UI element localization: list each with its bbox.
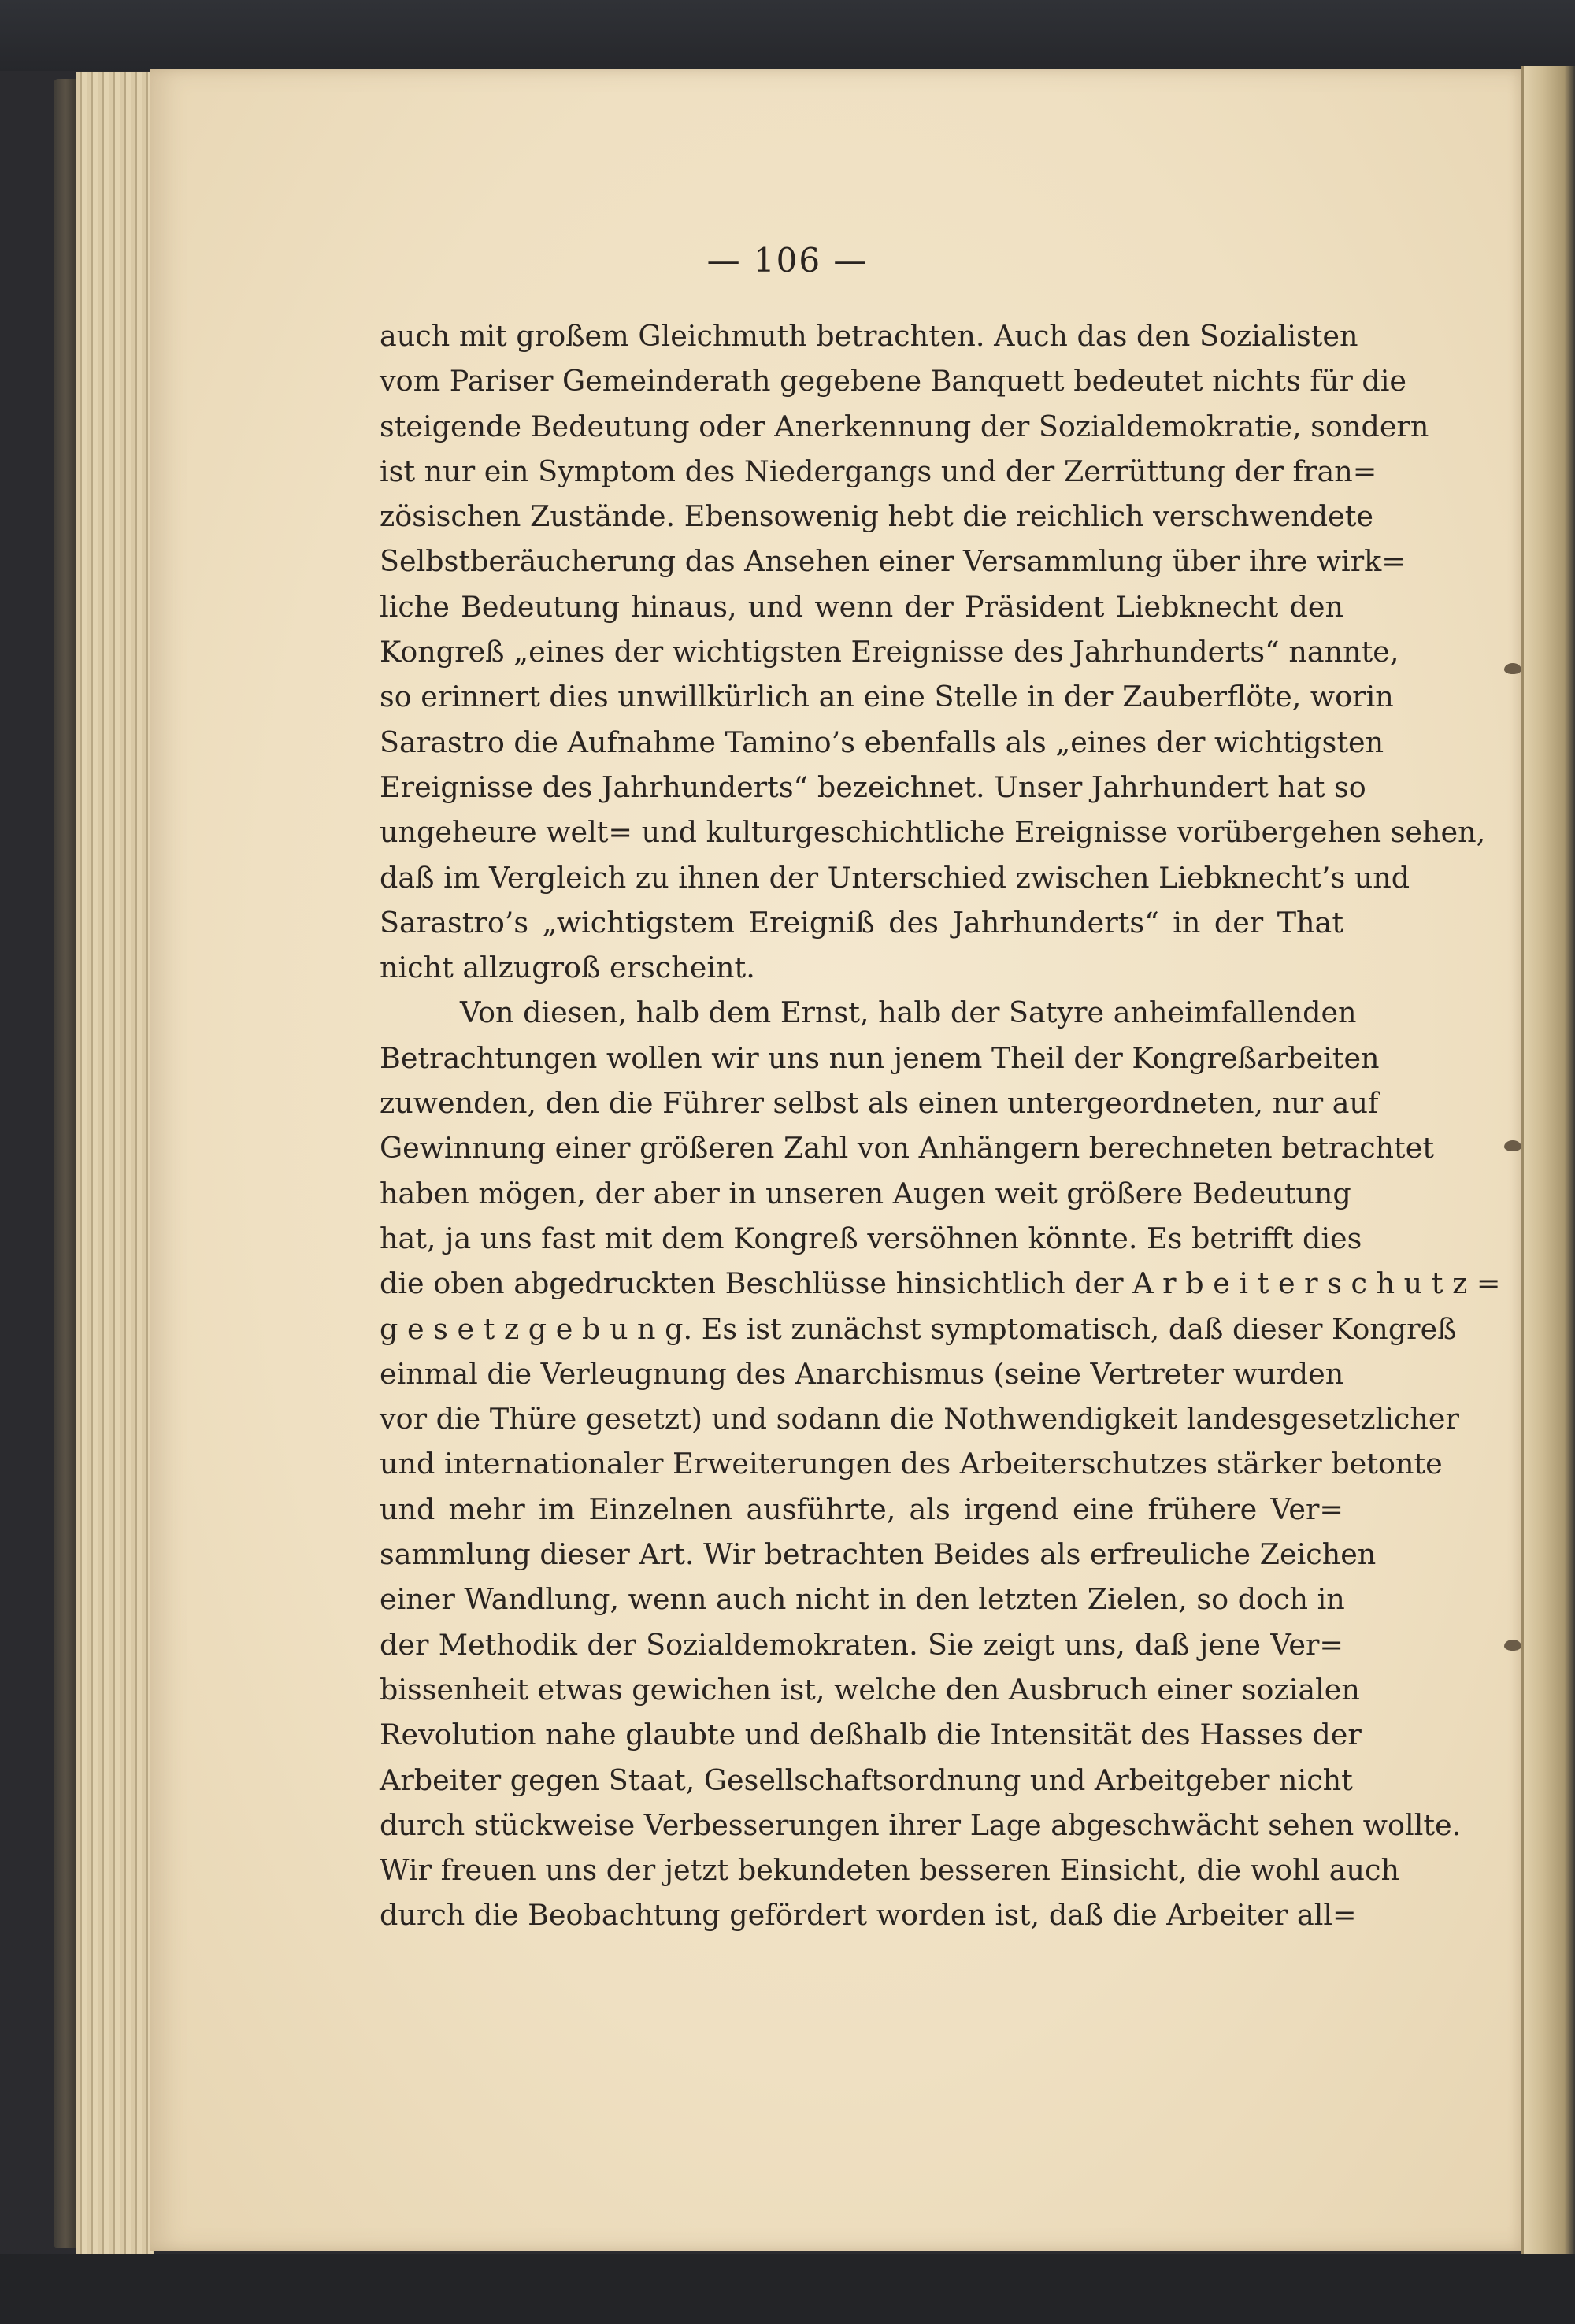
text-line: Ereignisse des Jahrhunderts“ bezeichnet. Unser Jahrhundert hat so <box>380 769 1366 804</box>
text-line: einmal die Verleugnung des Anarchismus (seine Vertreter wurden <box>380 1356 1344 1391</box>
text-line: liche Bedeutung hinaus, und wenn der Präsident Liebknecht den <box>380 589 1343 624</box>
scan-background-bottom <box>0 2254 1575 2324</box>
text-line: vom Pariser Gemeinderath gegebene Banquett bedeutet nichts für die <box>380 364 1407 398</box>
text-line: Betrachtungen wollen wir uns nun jenem Theil der Kongreßarbeiten <box>380 1040 1380 1075</box>
text-line: einer Wandlung, wenn auch nicht in den letzten Zielen, so doch in <box>380 1582 1345 1617</box>
text-line: bissenheit etwas gewichen ist, welche den Ausbruch einer sozialen <box>380 1672 1360 1707</box>
text-line: zösischen Zustände. Ebensowenig hebt die reichlich verschwendete <box>380 499 1374 534</box>
text-line: sammlung dieser Art. Wir betrachten Beides als erfreuliche Zeichen <box>380 1537 1377 1572</box>
text-line: nicht allzugroß erscheint. <box>380 951 755 985</box>
text-line: und mehr im Einzelnen ausführte, als irgend eine frühere Ver= <box>380 1492 1343 1526</box>
scan-background-top <box>0 0 1575 71</box>
body-text <box>380 313 1501 1938</box>
text-line: ungeheure welt= und kulturgeschichtliche Ereignisse vorübergehen sehen, <box>380 815 1486 850</box>
text-line: steigende Bedeutung oder Anerkennung der Sozialdemokratie, sondern <box>380 409 1429 443</box>
margin-mark <box>1504 1140 1521 1151</box>
text-line: Selbstberäucherung das Ansehen einer Versammlung über ihre wirk= <box>380 544 1406 579</box>
page-number: — 106 — <box>706 241 869 280</box>
text-line: Sarastro’s „wichtigstem Ereigniß des Jahrhunderts“ in der That <box>380 905 1343 940</box>
text-line: auch mit großem Gleichmuth betrachten. Auch das den Sozialisten <box>380 319 1358 353</box>
text-line: so erinnert dies unwillkürlich an eine Stelle in der Zauberflöte, worin <box>380 680 1394 714</box>
text-line: Arbeiter gegen Staat, Gesellschaftsordnung und Arbeitgeber nicht <box>380 1762 1353 1797</box>
text-line: g e s e t z g e b u n g. Es ist zunächst symptomatisch, daß dieser Kongreß <box>380 1311 1457 1346</box>
text-line: durch die Beobachtung gefördert worden ist, daß die Arbeiter all= <box>380 1898 1357 1933</box>
text-line: ist nur ein Symptom des Niedergangs und der Zerrüttung der fran= <box>380 454 1377 488</box>
text-line: zuwenden, den die Führer selbst als einen untergeordneten, nur auf <box>380 1086 1379 1121</box>
text-line: durch stückweise Verbesserungen ihrer Lage abgeschwächt sehen wollte. <box>380 1807 1462 1842</box>
text-line: Wir freuen uns der jetzt bekundeten besseren Einsicht, die wohl auch <box>380 1853 1399 1888</box>
text-line: Gewinnung einer größeren Zahl von Anhängern berechneten betrachtet <box>380 1131 1434 1166</box>
book-cover-edge <box>54 79 77 2248</box>
text-line: und internationaler Erweiterungen des Arbeiterschutzes stärker betonte <box>380 1447 1443 1481</box>
text-line: Von diesen, halb dem Ernst, halb der Satyre anheimfallenden <box>460 995 1357 1030</box>
facing-page-edge <box>1521 66 1575 2255</box>
text-line: Sarastro die Aufnahme Tamino’s ebenfalls als „eines der wichtigsten <box>380 725 1384 759</box>
text-line: Kongreß „eines der wichtigsten Ereignisse des Jahrhunderts“ nannte, <box>380 635 1399 669</box>
text-line: der Methodik der Sozialdemokraten. Sie zeigt uns, daß jene Ver= <box>380 1627 1343 1662</box>
text-line: die oben abgedruckten Beschlüsse hinsichtlich der A r b e i t e r s c h u t z = <box>380 1266 1501 1301</box>
text-line: daß im Vergleich zu ihnen der Unterschied zwischen Liebknecht’s und <box>380 860 1410 895</box>
page-gutter-line <box>1521 66 1524 2255</box>
text-line: haben mögen, der aber in unseren Augen weit größere Bedeutung <box>380 1176 1351 1210</box>
page-stack-edges <box>76 72 154 2254</box>
text-line: hat, ja uns fast mit dem Kongreß versöhnen könnte. Es betrifft dies <box>380 1221 1362 1255</box>
margin-mark <box>1504 1640 1521 1651</box>
text-line: vor die Thüre gesetzt) und sodann die Nothwendigkeit landesgesetzlicher <box>380 1402 1459 1436</box>
margin-mark <box>1504 663 1521 674</box>
text-line: Revolution nahe glaubte und deßhalb die Intensität des Hasses der <box>380 1718 1362 1752</box>
